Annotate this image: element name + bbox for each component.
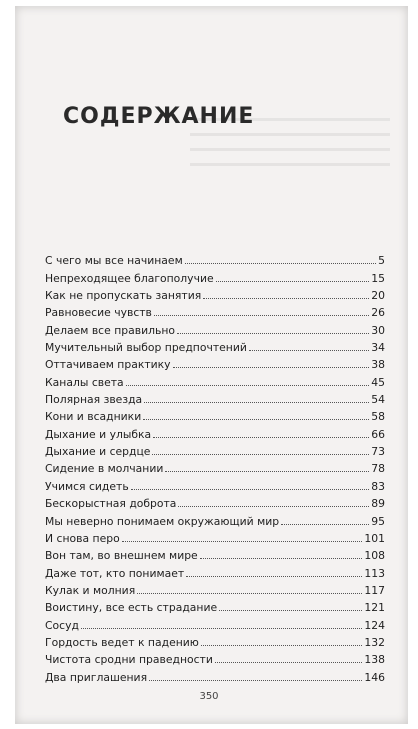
toc-entry-page: 132: [364, 635, 385, 649]
dot-leader: [216, 281, 370, 282]
toc-entry-title: Мучительный выбор предпочтений: [45, 341, 247, 355]
toc-entry-title: Воистину, все есть страдание: [45, 601, 218, 615]
dot-leader: [219, 610, 362, 611]
toc-entry: [45, 354, 385, 371]
toc-entry-page: 124: [364, 618, 385, 632]
toc-entry: [45, 614, 385, 631]
toc-entry-page: 138: [364, 653, 385, 667]
toc-entry: [45, 302, 385, 319]
toc-entry-page: 66: [371, 427, 385, 441]
toc-entry-title: Оттачиваем практику: [45, 358, 171, 372]
toc-entry: [45, 250, 385, 267]
dot-leader: [122, 541, 363, 542]
toc-entry-title: Гордость ведет к падению: [45, 635, 199, 649]
dot-leader: [200, 558, 363, 559]
dot-leader: [81, 628, 362, 629]
toc-entry-page: 45: [371, 375, 385, 389]
toc-entry-page: 78: [371, 462, 385, 476]
toc-entry-title: Дыхание и сердце: [45, 445, 151, 459]
dot-leader: [152, 454, 369, 455]
toc-entry-page: 58: [371, 410, 385, 424]
toc-entry-page: 54: [371, 393, 385, 407]
toc-entry-page: 73: [371, 445, 385, 459]
toc-entry: [45, 528, 385, 545]
toc-entry-page: 117: [364, 583, 385, 597]
dot-leader: [153, 437, 369, 438]
toc-entry: [45, 493, 385, 510]
dot-leader: [186, 576, 362, 577]
dot-leader: [126, 385, 370, 386]
dot-leader: [249, 350, 369, 351]
dot-leader: [131, 489, 370, 490]
dot-leader: [173, 367, 370, 368]
toc-entry-title: Дыхание и улыбка: [45, 427, 152, 441]
dot-leader: [165, 471, 369, 472]
toc-entry-title: Сидение в молчании: [45, 462, 164, 476]
toc-entry-page: 101: [364, 531, 385, 545]
dot-leader: [143, 419, 369, 420]
toc-entry: [45, 319, 385, 336]
toc-entry-page: 34: [371, 341, 385, 355]
page-title: СОДЕРЖАНИЕ: [63, 104, 255, 129]
toc-entry-title: Вон там, во внешнем мире: [45, 549, 198, 563]
toc-entry-title: Сосуд: [45, 618, 79, 632]
dot-leader: [203, 298, 369, 299]
toc-entry-page: 121: [364, 601, 385, 615]
toc-entry-title: Каналы света: [45, 375, 124, 389]
table-of-contents: [45, 250, 385, 684]
toc-entry-page: 146: [364, 670, 385, 684]
dot-leader: [137, 593, 362, 594]
toc-entry: [45, 510, 385, 527]
toc-entry: [45, 389, 385, 406]
page-number: 350: [199, 691, 219, 702]
toc-entry: [45, 458, 385, 475]
toc-entry-title: Непреходящее благополучие: [45, 271, 214, 285]
dot-leader: [177, 333, 369, 334]
toc-entry-page: 30: [371, 323, 385, 337]
toc-entry: [45, 649, 385, 666]
toc-entry-title: Делаем все правильно: [45, 323, 176, 337]
dot-leader: [215, 662, 363, 663]
toc-entry-page: 5: [378, 254, 385, 268]
toc-entry: [45, 285, 385, 302]
toc-entry-title: И снова перо: [45, 531, 120, 545]
toc-entry-page: 15: [371, 271, 385, 285]
dot-leader: [281, 524, 369, 525]
toc-entry: [45, 632, 385, 649]
toc-entry: [45, 597, 385, 614]
toc-entry-title: С чего мы все начинаем: [45, 254, 183, 268]
toc-entry: [45, 267, 385, 284]
toc-entry-page: 113: [364, 566, 385, 580]
toc-entry: [45, 371, 385, 388]
toc-entry-page: 95: [371, 514, 385, 528]
dot-leader: [154, 315, 369, 316]
toc-entry-title: Кулак и молния: [45, 583, 136, 597]
dot-leader: [201, 645, 363, 646]
toc-entry: [45, 475, 385, 492]
toc-entry-page: 26: [371, 306, 385, 320]
toc-entry-title: Полярная звезда: [45, 393, 143, 407]
toc-entry-title: Чистота сродни праведности: [45, 653, 213, 667]
toc-entry: [45, 545, 385, 562]
toc-entry-title: Два приглашения: [45, 670, 148, 684]
toc-entry: [45, 562, 385, 579]
toc-entry: [45, 580, 385, 597]
dot-leader: [149, 680, 362, 681]
toc-entry-title: Даже тот, кто понимает: [45, 566, 185, 580]
toc-entry-page: 20: [371, 289, 385, 303]
toc-entry-title: Как не пропускать занятия: [45, 289, 202, 303]
toc-entry-title: Бескорыстная доброта: [45, 497, 177, 511]
toc-entry: [45, 423, 385, 440]
dot-leader: [144, 402, 369, 403]
toc-entry-title: Учимся сидеть: [45, 479, 129, 493]
toc-entry-page: 38: [371, 358, 385, 372]
toc-entry-title: Мы неверно понимаем окружающий мир: [45, 514, 280, 528]
toc-entry-title: Равновесие чувств: [45, 306, 152, 320]
dot-leader: [185, 263, 376, 264]
toc-entry: [45, 441, 385, 458]
toc-entry-title: Кони и всадники: [45, 410, 142, 424]
toc-entry-page: 83: [371, 479, 385, 493]
toc-entry-page: 89: [371, 497, 385, 511]
toc-entry: [45, 337, 385, 354]
toc-entry: [45, 666, 385, 683]
dot-leader: [178, 506, 369, 507]
toc-entry: [45, 406, 385, 423]
toc-entry-page: 108: [364, 549, 385, 563]
